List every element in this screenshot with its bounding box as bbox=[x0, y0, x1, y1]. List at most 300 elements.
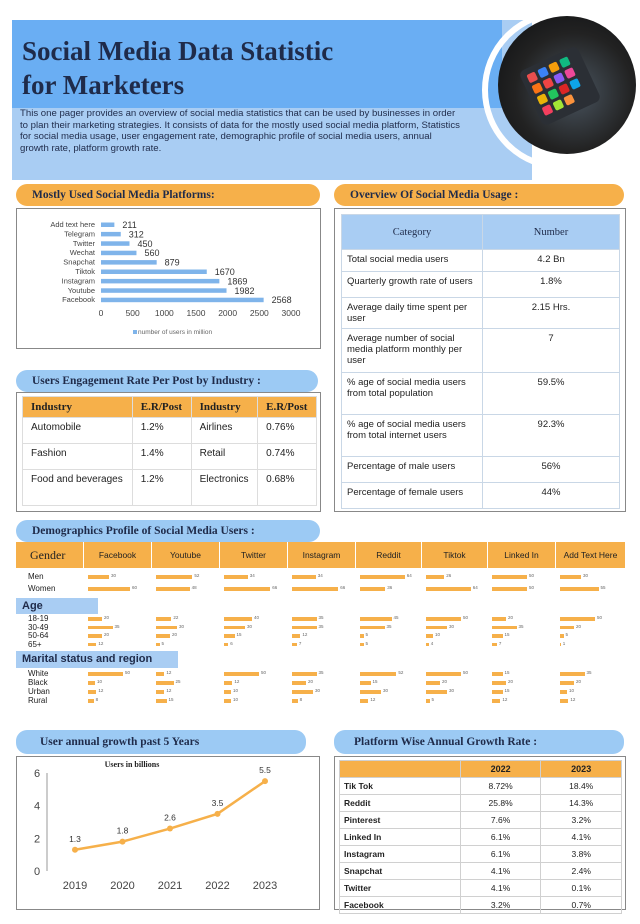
growth-table-header: 2023 bbox=[541, 761, 622, 778]
usage-category: % age of social media users from total internet users bbox=[342, 415, 483, 457]
platform-category-label: Facebook bbox=[62, 295, 95, 305]
usage-category: Average number of social media platform monthly per user bbox=[342, 329, 483, 373]
platform-category-label: Twitter bbox=[72, 238, 95, 248]
demographics-bar-value: 35 bbox=[114, 623, 120, 629]
demographics-bar bbox=[292, 634, 300, 638]
demographics-bar-value: 50 bbox=[529, 585, 535, 590]
growth-platform-name: Pinterest bbox=[340, 812, 461, 829]
demographics-bar bbox=[560, 690, 567, 694]
demographics-bar bbox=[292, 575, 316, 579]
demographics-bar bbox=[360, 587, 385, 591]
growth-rate-cell: 6.1% bbox=[460, 829, 541, 846]
engagement-cell: 1.4% bbox=[132, 444, 191, 470]
demographics-bar-value: 5 bbox=[365, 640, 369, 646]
demographics-bar-value: 35 bbox=[318, 615, 324, 620]
marital-subheader: Marital status and region bbox=[16, 651, 178, 668]
engagement-header: Industry bbox=[191, 397, 258, 418]
demographics-row-label: 30-49 bbox=[28, 622, 49, 632]
usage-number: 92.3% bbox=[483, 415, 620, 457]
usage-number: 1.8% bbox=[483, 272, 620, 298]
usage-table bbox=[341, 214, 620, 509]
demographics-bar bbox=[224, 690, 231, 694]
demographics-bar-value: 12 bbox=[502, 697, 508, 702]
platform-growth-table bbox=[339, 760, 622, 914]
demographics-bar-value: 12 bbox=[166, 670, 172, 675]
demographics-bar bbox=[224, 634, 235, 638]
demographics-bar-value: 12 bbox=[570, 697, 576, 702]
usage-row bbox=[342, 298, 620, 329]
demographics-bar bbox=[88, 617, 102, 621]
demographics-bar bbox=[360, 617, 392, 621]
demographics-bar bbox=[292, 643, 297, 647]
demographics-bar-value: 6 bbox=[230, 640, 233, 646]
engagement-header: E.R/Post bbox=[132, 397, 191, 418]
demographics-bar bbox=[492, 634, 503, 638]
demographics-bar-value: 5 bbox=[565, 632, 569, 637]
demographics-bar-value: 64 bbox=[406, 573, 412, 578]
demographics-bar bbox=[292, 617, 317, 621]
legend-swatch bbox=[133, 330, 137, 334]
demographics-bar-value: 15 bbox=[504, 632, 510, 637]
demographics-bar bbox=[360, 626, 385, 630]
demographics-bar bbox=[560, 643, 561, 647]
growth-rate-cell: 0.1% bbox=[541, 880, 622, 897]
demographics-bar bbox=[224, 643, 228, 647]
growth-y-tick: 2 bbox=[33, 833, 41, 846]
demographics-bar-value: 66 bbox=[272, 585, 278, 590]
demographics-bar bbox=[156, 617, 171, 621]
platforms-bar-chart bbox=[17, 209, 320, 348]
demographics-bar bbox=[426, 575, 444, 579]
demographics-bar bbox=[156, 672, 164, 676]
platform-x-tick: 1000 bbox=[154, 308, 174, 318]
demographics-column-header: Facebook bbox=[84, 542, 152, 568]
usage-number: 4.2 Bn bbox=[483, 250, 620, 272]
growth-table-row bbox=[340, 812, 622, 829]
demographics-bar bbox=[560, 617, 595, 621]
demographics-bar bbox=[492, 643, 497, 647]
growth-rate-cell: 25.8% bbox=[460, 795, 541, 812]
growth-y-tick: 0 bbox=[33, 866, 41, 878]
demographics-column-header: Tiktok bbox=[422, 542, 488, 568]
growth-x-tick: 2019 bbox=[62, 880, 88, 892]
demographics-column-header: Linked In bbox=[488, 542, 556, 568]
demographics-bar-value: 12 bbox=[166, 688, 172, 693]
demographics-bar bbox=[88, 575, 109, 579]
usage-header-category: Category bbox=[342, 215, 483, 250]
demographics-bar bbox=[560, 634, 564, 638]
platform-bar bbox=[101, 223, 114, 228]
demographics-row-label: Rural bbox=[28, 696, 48, 705]
demographics-bar-value: 30 bbox=[111, 573, 117, 578]
demographics-bar bbox=[292, 681, 306, 685]
usage-panel bbox=[334, 208, 626, 512]
engagement-row bbox=[23, 418, 317, 444]
platform-bar-value: 560 bbox=[144, 248, 160, 259]
usage-row bbox=[342, 457, 620, 483]
platform-x-tick: 3000 bbox=[281, 308, 301, 318]
engagement-row bbox=[23, 470, 317, 506]
demographics-bar bbox=[156, 699, 167, 703]
demographics-bar-value: 50 bbox=[597, 615, 603, 620]
demographics-row-label: White bbox=[28, 669, 49, 678]
growth-x-tick: 2023 bbox=[252, 880, 278, 892]
demographics-bar-value: 35 bbox=[386, 623, 392, 629]
demographics-section-title: Demographics Profile of Social Media Users : bbox=[16, 520, 320, 542]
demographics-bar bbox=[88, 643, 96, 647]
demographics-bar-value: 50 bbox=[529, 573, 535, 578]
growth-table-row bbox=[340, 897, 622, 914]
demographics-bar-value: 30 bbox=[179, 623, 185, 629]
demographics-bar bbox=[88, 634, 102, 638]
demographics-bar bbox=[224, 575, 248, 579]
platform-bar-value: 211 bbox=[122, 220, 137, 230]
engagement-header: E.R/Post bbox=[258, 397, 317, 418]
demographics-bar-value: 25 bbox=[175, 679, 181, 684]
growth-platform-name: Snapchat bbox=[340, 863, 461, 880]
demographics-bar bbox=[156, 643, 160, 647]
demographics-bar bbox=[360, 643, 364, 647]
demographics-bar-value: 50 bbox=[463, 670, 469, 675]
demographics-bar bbox=[88, 699, 94, 703]
demographics-row-label: Women bbox=[28, 584, 56, 593]
demographics-bar bbox=[492, 587, 527, 591]
demographics-row-label: 18-19 bbox=[28, 614, 49, 623]
demographics-row-label: 50-64 bbox=[28, 631, 49, 640]
growth-rate-cell: 4.1% bbox=[460, 880, 541, 897]
demographics-bar bbox=[560, 681, 574, 685]
demographics-bar bbox=[560, 699, 568, 703]
growth-chart-panel bbox=[16, 756, 320, 910]
engagement-cell: Fashion bbox=[23, 444, 133, 470]
platforms-chart-panel bbox=[16, 208, 321, 349]
demographics-bar bbox=[492, 575, 527, 579]
platform-x-tick: 2000 bbox=[218, 308, 238, 318]
engagement-panel bbox=[16, 392, 321, 512]
engagement-cell: 0.68% bbox=[258, 470, 317, 506]
demographics-bar bbox=[360, 634, 364, 638]
growth-point-label: 1.3 bbox=[69, 833, 81, 844]
platform-x-tick: 2500 bbox=[249, 308, 269, 318]
growth-chart-title: Users in billions bbox=[104, 760, 160, 769]
platform-bar bbox=[101, 279, 219, 284]
growth-platform-name: Tik Tok bbox=[340, 778, 461, 795]
demographics-bar bbox=[156, 587, 190, 591]
growth-point-label: 5.5 bbox=[259, 765, 271, 776]
demographics-bar-value: 10 bbox=[233, 697, 239, 702]
platform-bar bbox=[101, 232, 121, 237]
growth-point-label: 2.6 bbox=[164, 812, 176, 823]
growth-point bbox=[120, 839, 126, 845]
growth-x-tick: 2022 bbox=[205, 880, 230, 892]
demographics-bar-value: 22 bbox=[173, 615, 179, 620]
usage-number: 2.15 Hrs. bbox=[483, 298, 620, 329]
platform-legend-label: number of users in million bbox=[138, 329, 213, 336]
platform-category-label: Snapchat bbox=[63, 257, 95, 267]
engagement-cell: 0.76% bbox=[258, 418, 317, 444]
engagement-row bbox=[23, 444, 317, 470]
usage-header-number: Number bbox=[483, 215, 620, 250]
demographics-bar-value: 20 bbox=[508, 679, 514, 684]
demographics-bar-value: 10 bbox=[569, 688, 575, 693]
demographics-bar bbox=[360, 690, 381, 694]
demographics-bar-value: 12 bbox=[302, 632, 308, 637]
demographics-bar-value: 20 bbox=[172, 632, 178, 637]
demographics-column-header: Add Text Here bbox=[556, 542, 626, 568]
demographics-bar bbox=[156, 626, 177, 630]
growth-line-chart bbox=[17, 757, 319, 909]
demographics-bar-value: 5 bbox=[431, 697, 435, 702]
platform-bar-value: 2568 bbox=[271, 295, 292, 306]
growth-point bbox=[215, 811, 221, 817]
engagement-cell: 0.74% bbox=[258, 444, 317, 470]
platform-x-tick: 1500 bbox=[186, 308, 206, 318]
demographics-bar-value: 4 bbox=[430, 640, 434, 646]
page-title-line2: for Marketers bbox=[22, 70, 185, 100]
demographics-bar-value: 30 bbox=[449, 623, 455, 629]
phone-photo bbox=[498, 16, 636, 154]
growth-platform-name: Twitter bbox=[340, 880, 461, 897]
engagement-cell: 1.2% bbox=[132, 470, 191, 506]
demographics-bar bbox=[426, 617, 461, 621]
demographics-bar bbox=[360, 681, 371, 685]
demographics-bar bbox=[224, 626, 245, 630]
growth-rate-cell: 2.4% bbox=[541, 863, 622, 880]
demographics-bar bbox=[426, 626, 447, 630]
platform-x-tick: 500 bbox=[125, 308, 140, 318]
usage-category: Average daily time spent per user bbox=[342, 298, 483, 329]
platform-bar-value: 450 bbox=[137, 238, 153, 249]
usage-category: Total social media users bbox=[342, 250, 483, 272]
demographics-bar bbox=[560, 626, 574, 630]
growth-point bbox=[167, 826, 173, 832]
demographics-bar bbox=[88, 587, 130, 591]
engagement-cell: Airlines bbox=[191, 418, 258, 444]
platform-bar-value: 1670 bbox=[214, 267, 235, 277]
growth-rate-cell: 14.3% bbox=[541, 795, 622, 812]
demographics-bar-value: 55 bbox=[600, 585, 606, 590]
demographics-bar-value: 15 bbox=[372, 679, 378, 684]
platform-bar bbox=[101, 241, 130, 246]
gender-header: Gender bbox=[16, 542, 84, 568]
demographics-bar bbox=[224, 672, 259, 676]
demographics-bar-value: 1 bbox=[562, 640, 566, 646]
growth-platform-name: Facebook bbox=[340, 897, 461, 914]
usage-row bbox=[342, 483, 620, 509]
growth-rate-cell: 3.2% bbox=[541, 812, 622, 829]
platform-category-label: Instagram bbox=[61, 276, 95, 286]
growth-rate-cell: 3.2% bbox=[460, 897, 541, 914]
demographics-row-label: Urban bbox=[28, 687, 50, 696]
demographics-bar-value: 12 bbox=[98, 688, 104, 693]
demographics-bar bbox=[360, 672, 396, 676]
platform-category-label: Add text here bbox=[50, 220, 95, 229]
growth-x-tick: 2021 bbox=[157, 880, 183, 892]
demographics-bar bbox=[426, 672, 461, 676]
demographics-bar-value: 66 bbox=[340, 585, 346, 590]
demographics-bar bbox=[492, 690, 503, 694]
demographics-bar bbox=[292, 699, 298, 703]
demographics-bar-value: 12 bbox=[370, 697, 376, 702]
demographics-column-header: Instagram bbox=[288, 542, 356, 568]
growth-section-title: User annual growth past 5 Years bbox=[16, 730, 306, 754]
engagement-table bbox=[22, 396, 317, 506]
demographics-bar-value: 50 bbox=[261, 670, 267, 675]
demographics-bar bbox=[156, 634, 170, 638]
platform-category-label: Youtube bbox=[67, 285, 95, 295]
growth-table-row bbox=[340, 846, 622, 863]
demographics-bar bbox=[88, 626, 113, 630]
growth-point-label: 3.5 bbox=[211, 797, 224, 808]
demographics-bar-value: 30 bbox=[583, 573, 589, 578]
growth-rate-cell: 4.1% bbox=[460, 863, 541, 880]
demographics-bar-value: 15 bbox=[236, 632, 242, 637]
demographics-bar-value: 30 bbox=[247, 623, 253, 629]
usage-row bbox=[342, 272, 620, 298]
demographics-bar-value: 40 bbox=[254, 615, 260, 620]
age-subheader: Age bbox=[16, 598, 98, 614]
growth-table-row bbox=[340, 863, 622, 880]
platform-growth-section-title: Platform Wise Annual Growth Rate : bbox=[334, 730, 624, 754]
growth-table-row bbox=[340, 795, 622, 812]
phone-icon bbox=[518, 45, 601, 126]
demographics-bar bbox=[156, 690, 164, 694]
demographics-bar-value: 50 bbox=[125, 670, 131, 675]
usage-number: 44% bbox=[483, 483, 620, 509]
demographics-bar bbox=[88, 672, 123, 676]
demographics-bar-value: 48 bbox=[191, 585, 197, 590]
demographics-column-header: Reddit bbox=[356, 542, 422, 568]
platform-bar bbox=[101, 288, 227, 293]
growth-table-row bbox=[340, 829, 622, 846]
platform-category-label: Wechat bbox=[69, 248, 95, 258]
demographics-bar-value: 20 bbox=[308, 679, 314, 684]
demographics-bar bbox=[360, 699, 368, 703]
demographics-bar-value: 60 bbox=[132, 585, 138, 590]
growth-platform-name: Instagram bbox=[340, 846, 461, 863]
demographics-bar bbox=[426, 690, 447, 694]
page-description: This one pager provides an overview of social media statistics that can be used by businesses in order to plan their marketing strategies. It consists of data for the mostly used social media platform, Statistics for social media usage, user engagement rate, demographic profile of social media users, annual growth rate, platform growth rate. bbox=[20, 108, 460, 154]
demographics-bar-value: 52 bbox=[194, 573, 200, 578]
demographics-bar bbox=[560, 575, 581, 579]
growth-table-row bbox=[340, 880, 622, 897]
demographics-column-header: Youtube bbox=[152, 542, 220, 568]
demographics-bar-value: 64 bbox=[472, 585, 478, 590]
usage-number: 56% bbox=[483, 457, 620, 483]
growth-y-tick: 4 bbox=[33, 800, 41, 813]
platform-bar bbox=[101, 251, 136, 256]
demographics-bar bbox=[492, 681, 506, 685]
demographics-bar bbox=[292, 587, 338, 591]
growth-table-header: 2022 bbox=[460, 761, 541, 778]
usage-category: Quarterly growth rate of users bbox=[342, 272, 483, 298]
demographics-bar-value: 20 bbox=[576, 623, 582, 629]
growth-rate-cell: 0.7% bbox=[541, 897, 622, 914]
demographics-bar bbox=[224, 617, 252, 621]
engagement-cell: Retail bbox=[191, 444, 258, 470]
engagement-cell: Food and beverages bbox=[23, 470, 133, 506]
growth-rate-cell: 4.1% bbox=[541, 829, 622, 846]
demographics-bar bbox=[292, 626, 317, 630]
platform-bar bbox=[101, 298, 264, 303]
demographics-bar bbox=[224, 681, 232, 685]
demographics-bar-value: 45 bbox=[393, 615, 399, 620]
demographics-bar-value: 20 bbox=[576, 679, 582, 684]
demographics-bar-value: 8 bbox=[95, 697, 99, 702]
platform-growth-panel bbox=[334, 756, 626, 910]
demographics-bar-value: 20 bbox=[508, 615, 514, 620]
usage-row bbox=[342, 250, 620, 272]
growth-x-tick: 2020 bbox=[110, 880, 135, 892]
platform-bar bbox=[101, 270, 207, 275]
demographics-bar bbox=[426, 643, 429, 647]
growth-platform-name: Reddit bbox=[340, 795, 461, 812]
demographics-bar-value: 36 bbox=[387, 585, 393, 590]
demographics-bar-value: 7 bbox=[298, 640, 302, 646]
demographics-bar-value: 50 bbox=[463, 615, 469, 620]
growth-table-row bbox=[340, 778, 622, 795]
growth-rate-cell: 8.72% bbox=[460, 778, 541, 795]
platform-x-tick: 0 bbox=[98, 308, 104, 318]
demographics-row-label: Black bbox=[28, 678, 48, 687]
growth-point bbox=[262, 778, 268, 784]
demographics-bar-value: 35 bbox=[518, 623, 524, 629]
demographics-bar bbox=[156, 575, 192, 579]
usage-category: % age of social media users from total population bbox=[342, 373, 483, 415]
demographics-bar-value: 10 bbox=[97, 679, 103, 684]
platform-bar bbox=[101, 260, 157, 265]
demographics-bar bbox=[426, 634, 433, 638]
demographics-bar bbox=[492, 672, 503, 676]
platform-category-label: Telegram bbox=[64, 229, 95, 239]
demographics-bar-value: 15 bbox=[504, 670, 510, 675]
usage-category: Percentage of male users bbox=[342, 457, 483, 483]
demographics-row-label: 65+ bbox=[28, 639, 42, 649]
engagement-section-title: Users Engagement Rate Per Post by Industry : bbox=[16, 370, 318, 392]
demographics-bar-value: 34 bbox=[249, 573, 255, 578]
usage-category: Percentage of female users bbox=[342, 483, 483, 509]
growth-rate-cell: 18.4% bbox=[541, 778, 622, 795]
demographics-bar-value: 5 bbox=[161, 640, 165, 646]
demographics-bar bbox=[88, 681, 95, 685]
growth-point-label: 1.8 bbox=[116, 825, 129, 836]
demographics-bar-value: 20 bbox=[104, 615, 110, 620]
engagement-cell: Electronics bbox=[191, 470, 258, 506]
demographics-bar-value: 35 bbox=[318, 670, 324, 675]
usage-number: 7 bbox=[483, 329, 620, 373]
demographics-bar-value: 35 bbox=[318, 623, 324, 629]
demographics-bar bbox=[492, 699, 500, 703]
demographics-row-label: Men bbox=[28, 572, 44, 581]
demographics-bar-value: 15 bbox=[168, 697, 174, 702]
demographics-bar-value: 20 bbox=[104, 632, 110, 637]
demographics-bar-value: 10 bbox=[435, 632, 441, 637]
demographics-bar bbox=[292, 672, 317, 676]
usage-row bbox=[342, 329, 620, 373]
demographics-bar-value: 12 bbox=[98, 640, 104, 646]
demographics-bar-value: 30 bbox=[449, 688, 455, 693]
demographics-bar-value: 34 bbox=[317, 573, 323, 578]
demographics-bar bbox=[88, 690, 96, 694]
platform-bar-value: 312 bbox=[128, 229, 144, 240]
demographics-bar-value: 35 bbox=[586, 670, 592, 675]
demographics-bar bbox=[492, 617, 506, 621]
demographics-bar-value: 7 bbox=[498, 640, 502, 646]
demographics-bar-value: 52 bbox=[398, 670, 404, 675]
usage-row bbox=[342, 373, 620, 415]
demographics-bar bbox=[560, 587, 599, 591]
demographics-column-header: Twitter bbox=[220, 542, 288, 568]
